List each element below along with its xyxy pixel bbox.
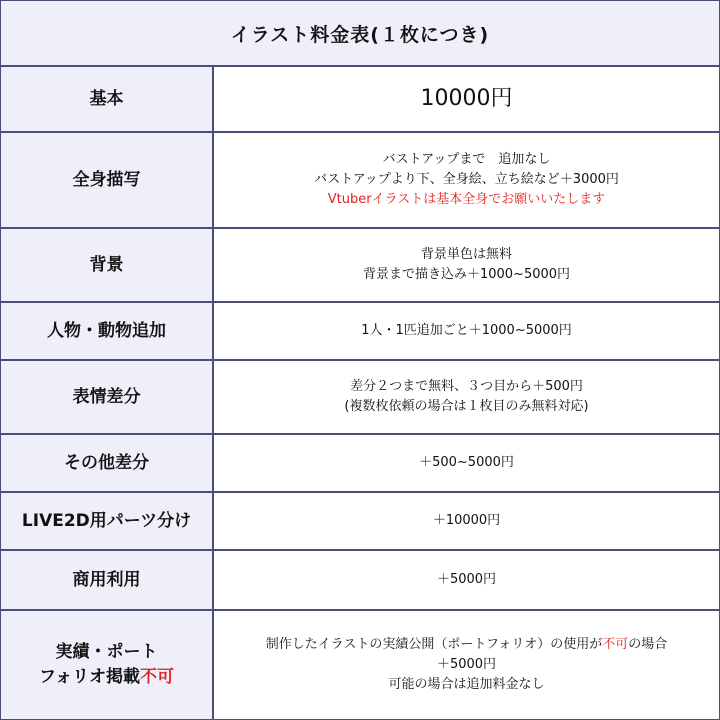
value-line: バストアップまで 追加なし	[382, 152, 551, 167]
value-line: 差分２つまで無料、３つ目から＋500円	[350, 379, 583, 394]
value-line: バストアップより下、全身絵、立ち絵など＋3000円	[314, 172, 619, 187]
value-text: 制作したイラストの実績公開（ポートフォリオ）の使用が	[265, 637, 603, 652]
row-value-background	[214, 229, 719, 301]
row-label-add-character: 人物・動物追加	[1, 303, 214, 359]
table-row-full-body	[1, 133, 719, 229]
table-row-background	[1, 229, 719, 303]
row-label-other-diff: その他差分	[1, 435, 214, 491]
row-label-commercial-use: 商用利用	[1, 551, 214, 609]
value-line: (複数枚依頼の場合は１枚目のみ無料対応)	[344, 399, 589, 414]
row-value-portfolio	[214, 611, 719, 719]
label-line: 実績・ポート	[55, 642, 158, 662]
table-row-live2d	[1, 493, 719, 551]
table-row-commercial-use	[1, 551, 719, 611]
row-value-commercial-use: ＋5000円	[214, 551, 719, 609]
table-row-add-character	[1, 303, 719, 361]
value-note-red: Vtuberイラストは基本全身でお願いいたします	[327, 192, 606, 207]
label-line	[39, 665, 174, 690]
value-line: 背景まで描き込み＋1000~5000円	[362, 267, 571, 282]
row-label-portfolio	[1, 611, 214, 719]
row-label-basic: 基本	[1, 67, 214, 131]
row-value-full-body	[214, 133, 719, 227]
value-text-red: 不可	[602, 637, 629, 652]
table-row-expression-diff	[1, 361, 719, 435]
row-value-live2d: ＋10000円	[214, 493, 719, 549]
row-label-background: 背景	[1, 229, 214, 301]
value-line: 背景単色は無料	[420, 247, 512, 262]
value-text: の場合	[628, 637, 668, 652]
value-line: ＋5000円	[436, 657, 497, 672]
table-title: イラスト料金表(１枚につき)	[1, 1, 719, 67]
row-value-expression-diff	[214, 361, 719, 433]
table-row-basic	[1, 67, 719, 133]
row-value-basic: 10000円	[214, 67, 719, 131]
row-label-expression-diff: 表情差分	[1, 361, 214, 433]
table-row-other-diff	[1, 435, 719, 493]
label-text-red: 不可	[139, 667, 174, 687]
row-value-add-character: 1人・1匹追加ごと＋1000~5000円	[214, 303, 719, 359]
value-line: 可能の場合は追加料金なし	[388, 677, 545, 692]
label-text: フォリオ掲載	[39, 667, 140, 687]
value-line	[266, 635, 667, 655]
row-label-full-body: 全身描写	[1, 133, 214, 227]
row-value-other-diff: ＋500~5000円	[214, 435, 719, 491]
table-row-portfolio	[1, 611, 719, 719]
row-label-live2d: LIVE2D用パーツ分け	[1, 493, 214, 549]
